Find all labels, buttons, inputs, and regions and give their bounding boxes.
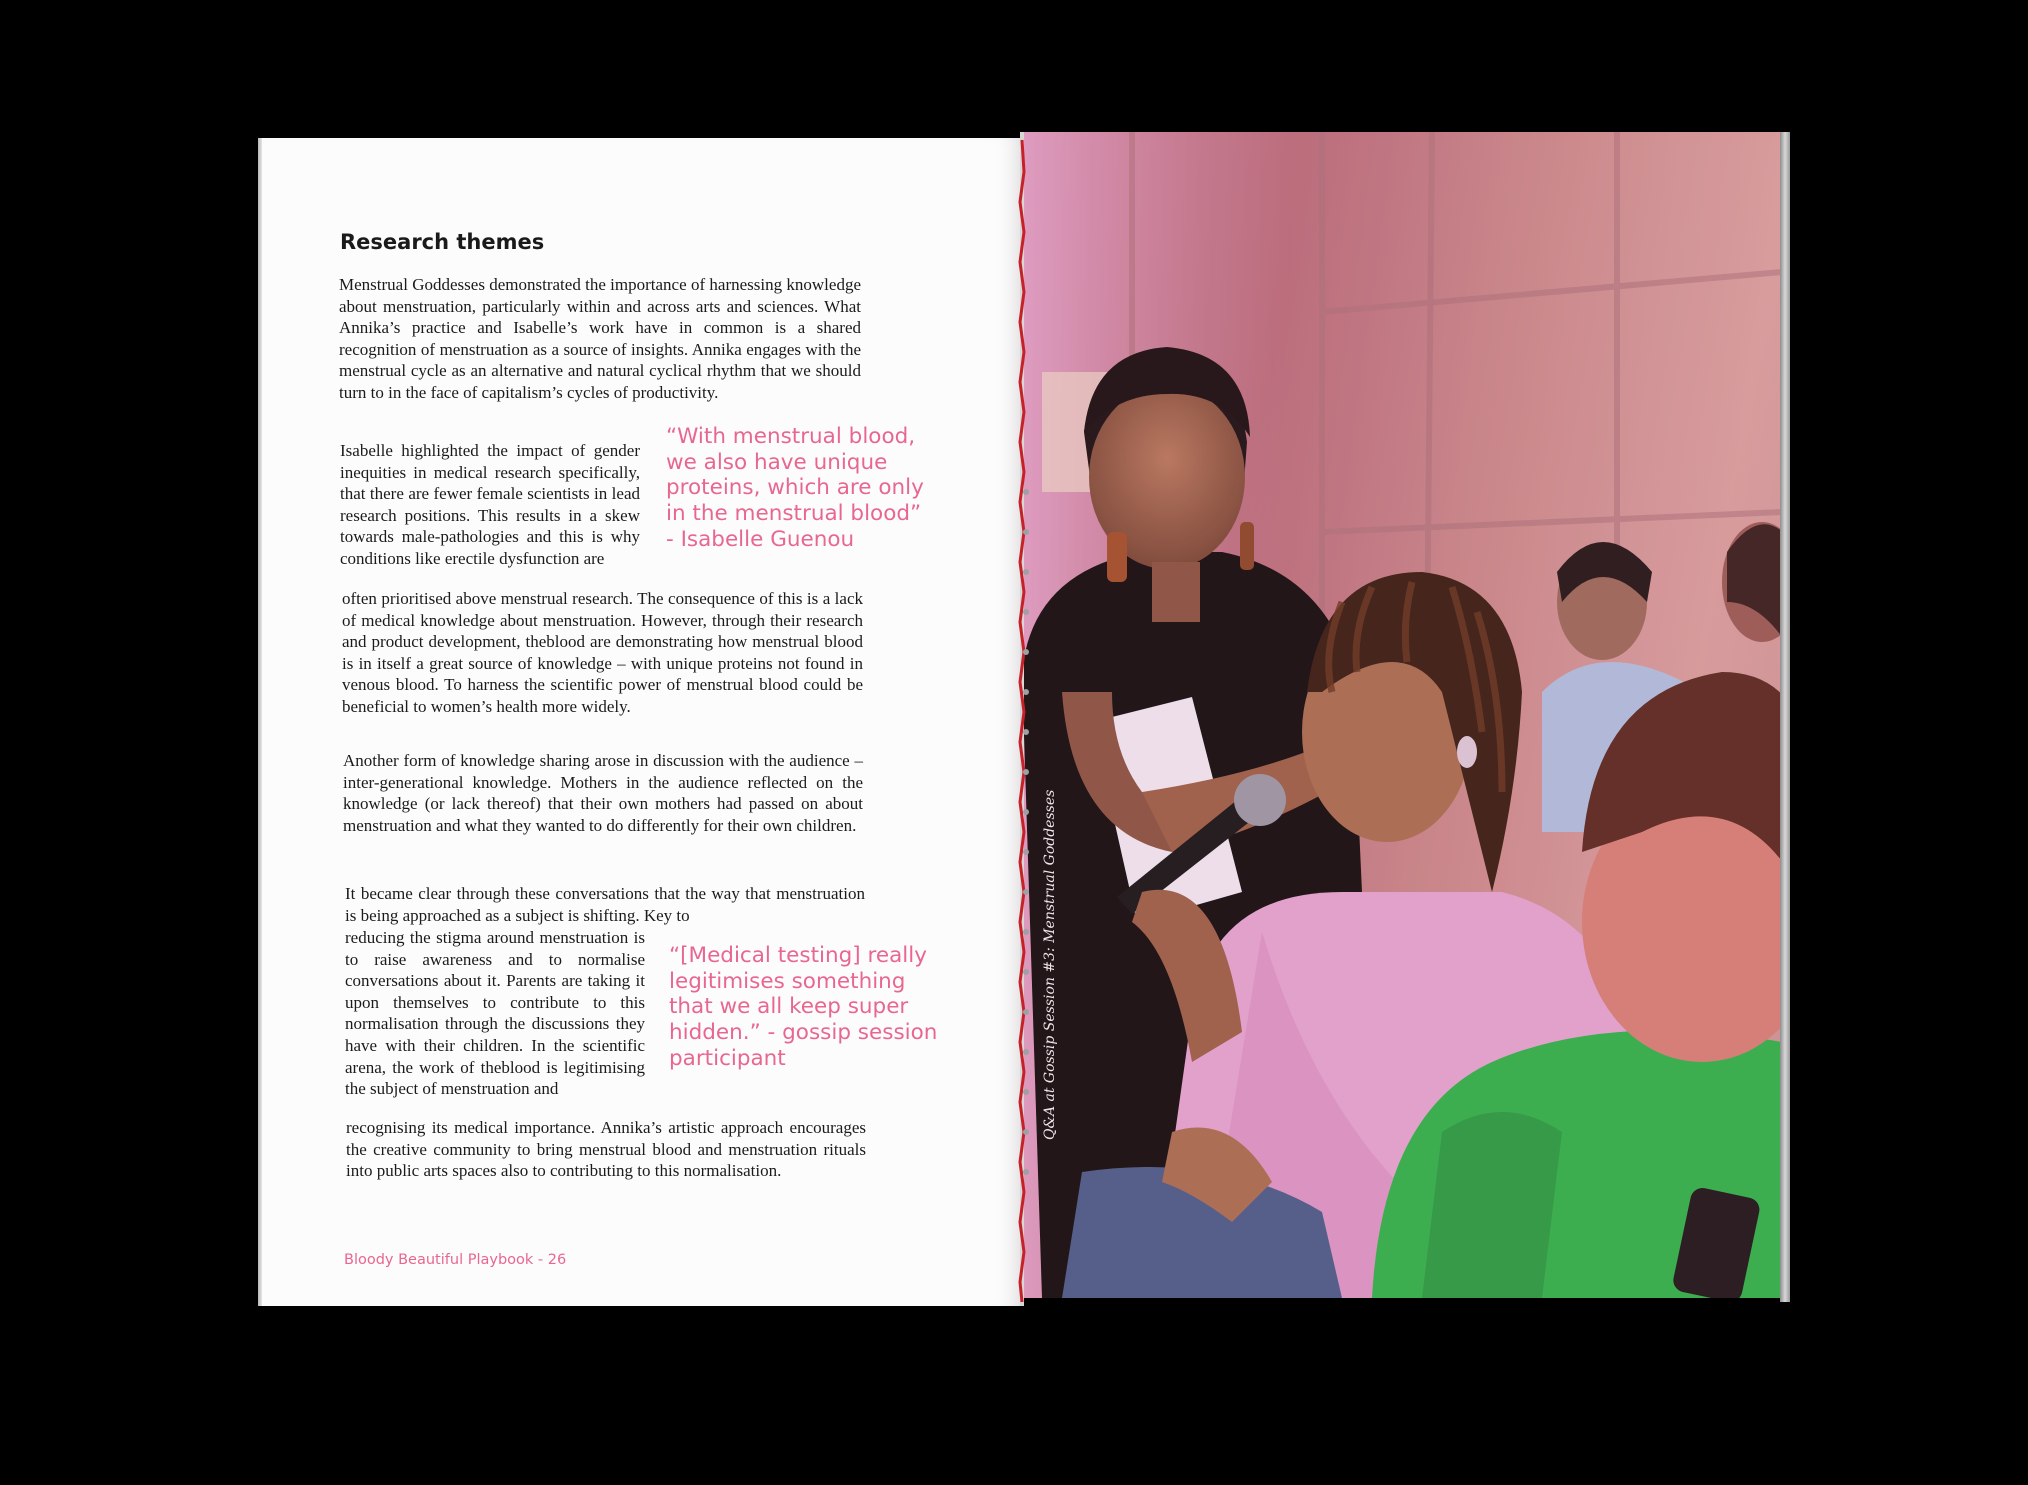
paragraph-shifting-narrow: reducing the stigma around menstruation is to raise awareness and to normalise conversations about it. Parents are taking it upon themselves to contribute to this normalisation through the discussions they have with their children. In the scientific arena, the work of theblood is legitimising the subject of menstruation and (345, 928, 645, 1099)
pull-quote-participant: “[Medical testing] really legitimises something that we all keep super hidden.” - gossip session participant (669, 943, 938, 1071)
photo-page (1022, 132, 1782, 1298)
event-photo (1022, 132, 1782, 1298)
paragraph-intro: Menstrual Goddesses demonstrated the importance of harnessing knowledge about menstruation, particularly within and across arts and sciences. What Annika’s practice and Isabelle’s work have in common is a shared recognition of menstruation as a source of insights. Annika engages with the menstrual cycle as an alternative and natural cyclical rhythm that we should turn to in the face of capitalism’s cycles of productivity. (339, 275, 861, 402)
paragraph-shifting: It became clear through these conversations that the way that menstruation is being approached as a subject is shifting. Key to (345, 884, 865, 925)
left-page (258, 138, 1020, 1306)
paragraph-shifting-continued: recognising its medical importance. Annika’s artistic approach encourages the creative community to bring menstrual blood and menstruation rituals into public arts spaces also to contributing to this normalisation. (346, 1118, 866, 1181)
book-spread (258, 132, 1790, 1306)
paragraph-intergenerational: Another form of knowledge sharing arose in discussion with the audience – inter-generational knowledge. Mothers in the audience reflected on the knowledge (or lack thereof) that their own mothers had passed on about menstruation and what they wanted to do differently for their own children. (343, 751, 863, 835)
paragraph-gender-inequities-continued: often prioritised above menstrual research. The consequence of this is a lack of medical knowledge about menstruation. However, through their research and product development, theblood are demonstrating how menstrual blood is in itself a great source of knowledge – with unique proteins not found in venous blood. To harness the scientific power of menstrual blood could be beneficial to women’s health more widely. (342, 589, 863, 716)
photo-caption: Q&A at Gossip Session #3: Menstrual Goddesses (1042, 789, 1058, 1140)
section-heading: Research themes (340, 230, 545, 254)
pull-quote-isabelle: “With menstrual blood, we also have unique proteins, which are only in the menstrual blood” - Isabelle Guenou (666, 424, 924, 552)
paragraph-gender-inequities: Isabelle highlighted the impact of gender inequities in medical research specifically, that there are fewer female scientists in lead research positions. This results in a skew towards male-pathologies and this is why conditions like erectile dysfunction are (340, 441, 640, 568)
page-footer: Bloody Beautiful Playbook - 26 (344, 1252, 567, 1268)
binding-stitching (1014, 132, 1030, 1306)
left-page-edge (258, 138, 262, 1306)
right-page-edge (1780, 132, 1790, 1302)
